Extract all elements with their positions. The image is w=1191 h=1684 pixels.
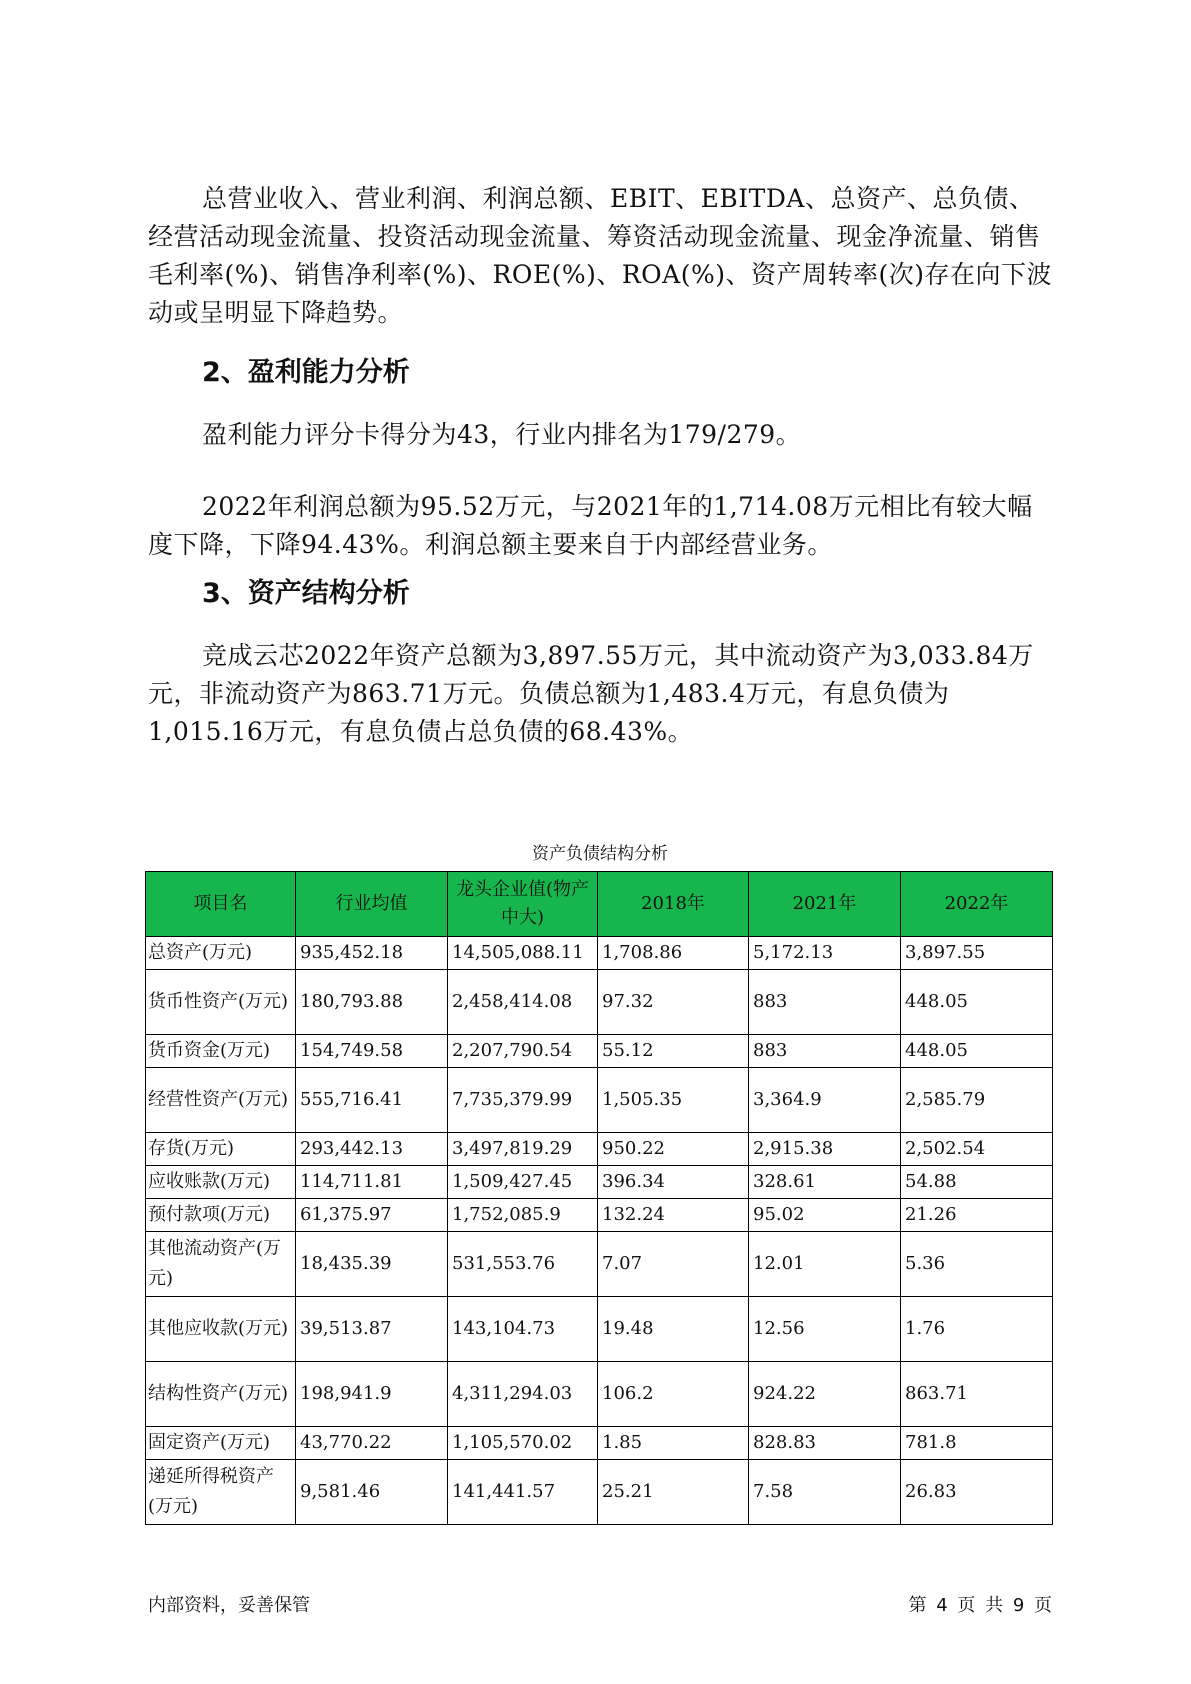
header-cell: 2018年 xyxy=(598,872,749,937)
table-cell: 154,749.58 xyxy=(296,1035,448,1068)
profit-score-paragraph: 盈利能力评分卡得分为43，行业内排名为179/279。 xyxy=(202,420,802,449)
table-row xyxy=(146,1166,1053,1199)
table-cell: 863.71 xyxy=(901,1362,1053,1427)
table-cell: 1,752,085.9 xyxy=(448,1199,598,1232)
table-cell: 114,711.81 xyxy=(296,1166,448,1199)
table-header-row xyxy=(146,872,1053,937)
intro-paragraph: 总营业收入、营业利润、利润总额、EBIT、EBITDA、总资产、总负债、经营活动现金流量、投资活动现金流量、筹资活动现金流量、现金净流量、销售毛利率(%)、销售净利率(%)、ROE(%)、ROA(%)、资产周转率(次)存在向下波动或呈明显下降趋势。 xyxy=(148,184,1052,327)
row-label: 结构性资产(万元) xyxy=(146,1362,296,1427)
table-row xyxy=(146,1427,1053,1460)
table-cell: 7.07 xyxy=(598,1232,749,1297)
row-label: 应收账款(万元) xyxy=(146,1166,296,1199)
footer-confidential-note: 内部资料，妥善保管 xyxy=(148,1595,310,1616)
table-cell: 97.32 xyxy=(598,970,749,1035)
table-cell: 328.61 xyxy=(749,1166,901,1199)
table-cell: 7,735,379.99 xyxy=(448,1068,598,1133)
row-label: 货币性资产(万元) xyxy=(146,970,296,1035)
table-caption: 资产负债结构分析 xyxy=(532,844,668,864)
row-label: 递延所得税资产(万元) xyxy=(146,1460,296,1525)
table-cell: 950.22 xyxy=(598,1133,749,1166)
table-cell: 5,172.13 xyxy=(749,937,901,970)
table-cell: 1,105,570.02 xyxy=(448,1427,598,1460)
table-cell: 1,505.35 xyxy=(598,1068,749,1133)
row-label: 货币资金(万元) xyxy=(146,1035,296,1068)
section-heading-profitability: 2、盈利能力分析 xyxy=(202,357,410,388)
table-cell: 19.48 xyxy=(598,1297,749,1362)
table-cell: 883 xyxy=(749,970,901,1035)
table-cell: 2,207,790.54 xyxy=(448,1035,598,1068)
table-cell: 4,311,294.03 xyxy=(448,1362,598,1427)
table-cell: 3,497,819.29 xyxy=(448,1133,598,1166)
row-label: 总资产(万元) xyxy=(146,937,296,970)
table-cell: 39,513.87 xyxy=(296,1297,448,1362)
table-cell: 883 xyxy=(749,1035,901,1068)
table-row xyxy=(146,1460,1053,1525)
table-row xyxy=(146,1297,1053,1362)
table-cell: 7.58 xyxy=(749,1460,901,1525)
table-cell: 396.34 xyxy=(598,1166,749,1199)
section-heading-asset-structure: 3、资产结构分析 xyxy=(202,578,410,609)
table-cell: 1,509,427.45 xyxy=(448,1166,598,1199)
table-cell: 25.21 xyxy=(598,1460,749,1525)
row-label: 预付款项(万元) xyxy=(146,1199,296,1232)
table-row xyxy=(146,970,1053,1035)
table-cell: 448.05 xyxy=(901,1035,1053,1068)
table-cell: 531,553.76 xyxy=(448,1232,598,1297)
row-label: 其他流动资产(万元) xyxy=(146,1232,296,1297)
table-row xyxy=(146,1362,1053,1427)
balance-structure-table xyxy=(145,871,1053,1525)
table-cell: 143,104.73 xyxy=(448,1297,598,1362)
table-row xyxy=(146,1199,1053,1232)
table-cell: 54.88 xyxy=(901,1166,1053,1199)
header-cell: 龙头企业值(物产中大) xyxy=(448,872,598,937)
table-cell: 935,452.18 xyxy=(296,937,448,970)
table-row xyxy=(146,1035,1053,1068)
header-cell: 2022年 xyxy=(901,872,1053,937)
table-cell: 12.01 xyxy=(749,1232,901,1297)
table-cell: 43,770.22 xyxy=(296,1427,448,1460)
table-cell: 132.24 xyxy=(598,1199,749,1232)
table-cell: 1.76 xyxy=(901,1297,1053,1362)
header-cell: 项目名 xyxy=(146,872,296,937)
table-cell: 293,442.13 xyxy=(296,1133,448,1166)
table-cell: 2,915.38 xyxy=(749,1133,901,1166)
row-label: 经营性资产(万元) xyxy=(146,1068,296,1133)
table-cell: 55.12 xyxy=(598,1035,749,1068)
table-cell: 555,716.41 xyxy=(296,1068,448,1133)
table-cell: 2,585.79 xyxy=(901,1068,1053,1133)
row-label: 存货(万元) xyxy=(146,1133,296,1166)
row-label: 其他应收款(万元) xyxy=(146,1297,296,1362)
table-cell: 781.8 xyxy=(901,1427,1053,1460)
row-label: 固定资产(万元) xyxy=(146,1427,296,1460)
asset-detail-paragraph: 竞成云芯2022年资产总额为3,897.55万元，其中流动资产为3,033.84万元，非流动资产为863.71万元。负债总额为1,483.4万元，有息负债为1,015.16万元，有息负债占总负债的68.43%。 xyxy=(148,641,1034,746)
table-row xyxy=(146,1232,1053,1297)
table-cell: 924.22 xyxy=(749,1362,901,1427)
table-cell: 26.83 xyxy=(901,1460,1053,1525)
header-cell: 行业均值 xyxy=(296,872,448,937)
table-cell: 180,793.88 xyxy=(296,970,448,1035)
profit-detail-paragraph: 2022年利润总额为95.52万元，与2021年的1,714.08万元相比有较大幅度下降，下降94.43%。利润总额主要来自于内部经营业务。 xyxy=(148,492,1033,559)
page-number: 第 4 页 共 9 页 xyxy=(908,1595,1052,1616)
table-cell: 828.83 xyxy=(749,1427,901,1460)
header-cell: 2021年 xyxy=(749,872,901,937)
table-row xyxy=(146,1133,1053,1166)
table-cell: 198,941.9 xyxy=(296,1362,448,1427)
table-cell: 95.02 xyxy=(749,1199,901,1232)
table-cell: 1.85 xyxy=(598,1427,749,1460)
table-cell: 1,708.86 xyxy=(598,937,749,970)
table-row xyxy=(146,937,1053,970)
table-row xyxy=(146,1068,1053,1133)
table-cell: 106.2 xyxy=(598,1362,749,1427)
table-cell: 18,435.39 xyxy=(296,1232,448,1297)
table-cell: 3,364.9 xyxy=(749,1068,901,1133)
table-cell: 61,375.97 xyxy=(296,1199,448,1232)
table-cell: 21.26 xyxy=(901,1199,1053,1232)
table-cell: 2,502.54 xyxy=(901,1133,1053,1166)
table-cell: 3,897.55 xyxy=(901,937,1053,970)
table-cell: 141,441.57 xyxy=(448,1460,598,1525)
table-cell: 14,505,088.11 xyxy=(448,937,598,970)
table-cell: 448.05 xyxy=(901,970,1053,1035)
table-cell: 2,458,414.08 xyxy=(448,970,598,1035)
table-cell: 12.56 xyxy=(749,1297,901,1362)
table-cell: 9,581.46 xyxy=(296,1460,448,1525)
table-cell: 5.36 xyxy=(901,1232,1053,1297)
